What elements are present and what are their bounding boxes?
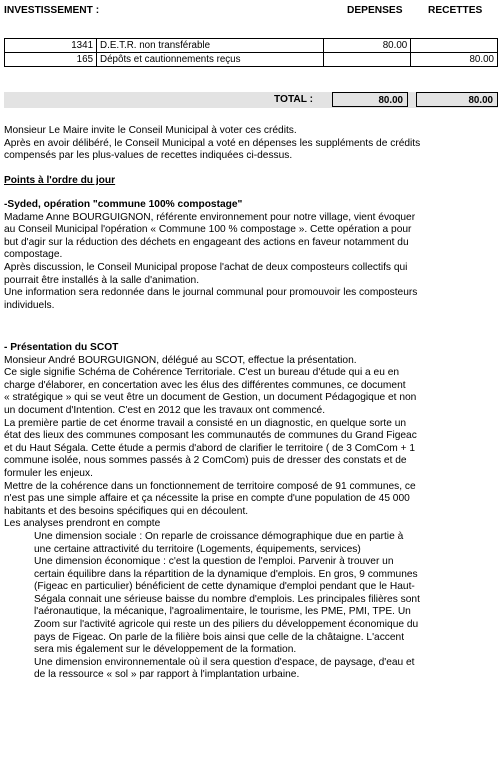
recettes-value: 80.00 [411,53,498,67]
intro-line: compensés par les plus-values de recettes indiquées ci-dessus. [4,150,293,162]
agenda-title: Points à l'ordre du jour [4,175,116,186]
paragraph-line: Ce sigle signifie Schéma de Cohérence Territoriale. C'est un bureau d'étude qui a eu en [4,367,400,379]
table-row [5,53,498,67]
intro-line: Monsieur Le Maire invite le Conseil Municipal à voter ces crédits. [4,125,297,136]
paragraph-line: individuels. [4,299,55,311]
paragraph-line: compostage. [4,249,63,261]
account-number: 165 [5,53,97,67]
investissement-title: INVESTISSEMENT : [4,5,100,16]
paragraph-line: un document d'Intention. C'est en 2012 que les travaux ont commencé. [4,404,326,416]
depenses-value [324,53,411,67]
indented-line: (Figeac en particulier) bénéficient de cette dynamique d'emploi pendant que le Haut- [34,581,415,593]
paragraph-line: « stratégique » qui se veut être un document de Gestion, un document Pédagogique et non [4,392,417,404]
paragraph-line: au Conseil Municipal l'opération « Commune 100 % compostage ». Cette opération a pour [4,224,412,236]
total-label: TOTAL : [274,94,314,105]
scot-section [4,342,496,682]
table-row [5,39,498,53]
section-title: -Syded, opération "commune 100% compostage" [4,199,243,210]
paragraph-line: but d'agir sur la réduction des déchets en engageant des actions en faveur notamment du [4,236,409,248]
indented-line: Une dimension sociale : On reparle de croissance démographique due en partie à [34,530,404,542]
paragraph-line: et du Haut Ségala. Cette étude a permis d'abord de clarifier le territoire ( de 3 ComCom + 1 [4,442,416,454]
indented-line: pays de Figeac. On parle de la filière bois ainsi que celle de la châtaigne. L'accent [34,631,405,643]
intro-line: Après en avoir délibéré, le Conseil Municipal a voté en dépenses les suppléments de crédits [4,137,421,149]
paragraph-line: La première partie de cet énorme travail a consisté en un diagnostic, en quelque sorte un [4,417,407,429]
indented-line: Ségala connait une sérieuse baisse du nombre d'emplois. Les principales filières sont [34,593,420,605]
total-depenses: 80.00 [332,92,408,107]
budget-table [4,38,498,67]
intro-paragraph [4,125,496,163]
paragraph-line: habitants et des besoins spécifiques qui en découlent. [4,505,249,517]
paragraph-line: Les analyses prendront en compte [4,518,161,530]
account-number: 1341 [5,39,97,53]
syded-section [4,199,496,312]
indented-line: l'aéronautique, la mécanique, l'agroalimentaire, le tourisme, les PME, PMI, TPE. Un [34,606,411,618]
paragraph-line: Mettre de la cohérence dans un fonctionnement de territoire composé de 91 communes, ce [4,480,416,492]
indented-line: Zoom sur l'activité agricole qui reste un des piliers du développement économique du [34,619,419,631]
paragraph-line: commune isolée, nous sommes passés à 2 ComCom) puis de dresser des constats et de [4,455,407,467]
indented-line: certain équilibre dans la répartition de la dynamique d'emplois. En gros, 9 communes [34,568,418,580]
indented-line: Une dimension environnementale où il sera question d'espace, de paysage, d'eau et [34,656,415,668]
paragraph-line: charge d'élaborer, en concertation avec les élus des différentes communes, ce document [4,379,406,391]
agenda-heading [4,175,496,188]
section-title: - Présentation du SCOT [4,342,119,353]
paragraph-line: état des lieux des communes composant les communautés de communes du Grand Figeac [4,430,417,442]
paragraph-line: Après discussion, le Conseil Municipal propose l'achat de deux composteurs collectifs qui [4,261,408,273]
indented-line: de la ressource « sol » par rapport à l'implantation urbaine. [34,669,300,681]
account-label: Dépôts et cautionnements reçus [97,53,324,67]
investissement-header [4,5,498,18]
total-recettes: 80.00 [416,92,498,107]
paragraph-line: formuler les enjeux. [4,467,93,479]
indented-line: sera mis également sur le développement de la formation. [34,644,297,656]
indented-line: Une dimension économique : c'est la question de l'emploi. Parvenir à trouver un [34,556,394,568]
depenses-column-header: DEPENSES [347,5,403,16]
depenses-value: 80.00 [324,39,411,53]
analyses-list [4,531,494,682]
paragraph-line: Madame Anne BOURGUIGNON, référente environnement pour notre village, vient évoquer [4,211,416,223]
paragraph-line: Monsieur André BOURGUIGNON, délégué au SCOT, effectue la présentation. [4,354,357,366]
paragraph-line: Une information sera redonnée dans le journal communal pour promouvoir les composteurs [4,287,418,299]
account-label: D.E.T.R. non transférable [97,39,324,53]
recettes-column-header: RECETTES [428,5,483,16]
paragraph-line: n'est pas une simple affaire et ça nécessite la prise en compte d'une population de 45 000 [4,493,410,505]
indented-line: une certaine attractivité du territoire (Logements, équipements, services) [34,543,361,555]
total-row [4,92,498,108]
recettes-value [411,39,498,53]
paragraph-line: pourrait être installés à la salle d'animation. [4,274,200,286]
